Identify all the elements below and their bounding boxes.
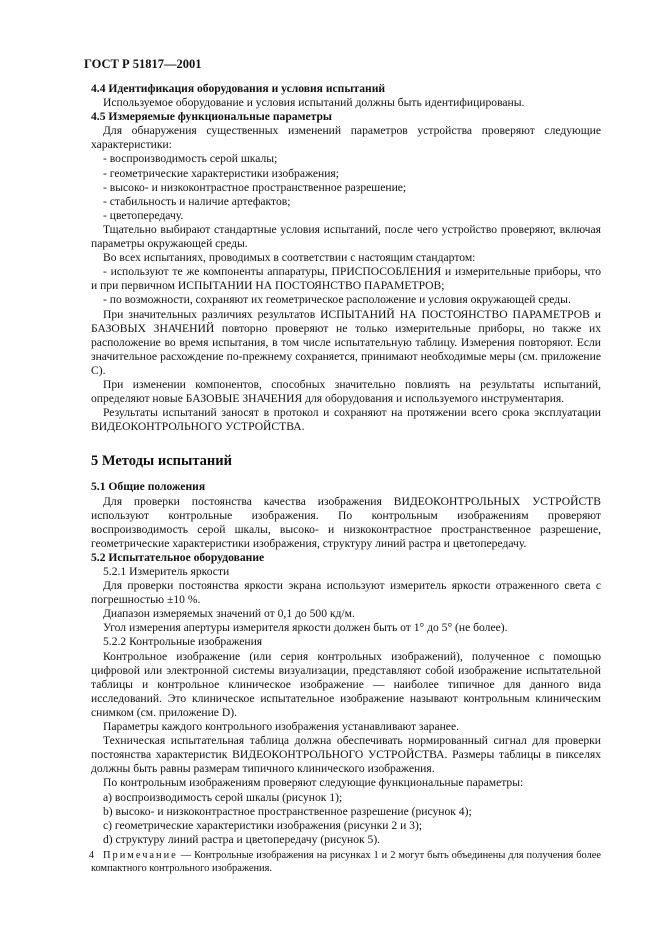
list-item: - геометрические характеристики изображения; [103,166,339,180]
note-label: Примечание [103,849,178,861]
note [91,849,601,875]
paragraph: Результаты испытаний заносят в протокол и сохраняют на протяжении всего срока эксплуатации ВИДЕОКОНТРОЛЬНОГО УСТРОЙСТВА. [91,406,601,434]
list-item: d) структуру линий растра и цветопередачу (рисунок 5). [103,832,381,846]
paragraph: Техническая испытательная таблица должна обеспечивать нормированный сигнал для проверки постоянства характеристик ВИДЕОКОНТРОЛЬНОГО УСТРОЙСТВА. Размеры таблицы в пикселях должны быть равны размерам типичного клинического изображения. [91,734,601,776]
subsection-5-2-1-title: 5.2.1 Измеритель яркости [103,565,230,578]
list-item: - стабильность и наличие артефактов; [103,194,291,208]
section-4-5-intro: Для обнаружения существенных изменений параметров устройства проверяют следующие характеристики: [91,124,601,152]
list-item: - цветопередачу. [103,208,184,222]
section-4-4-text: Используемое оборудование и условия испытаний должны быть идентифицированы. [103,96,525,110]
paragraph: Во всех испытаниях, проводимых в соответствии с настоящим стандартом: [103,251,476,265]
paragraph: Тщательно выбирают стандартные условия испытаний, после чего устройство проверяют, включая параметры окружающей среды. [91,222,601,251]
page-body [91,82,601,875]
list-item: c) геометрические характеристики изображения (рисунки 2 и 3); [103,818,423,832]
section-4-5-title: 4.5 Измеряемые функциональные параметры [91,110,332,124]
paragraph: Диапазон измеряемых значений от 0,1 до 500 кд/м. [103,607,355,621]
section-5-1-title: 5.1 Общие положения [91,480,206,494]
paragraph: - используют те же компоненты аппаратуры, ПРИСПОСОБЛЕНИЯ и измерительные приборы, что и при первичном ИСПЫТАНИИ НА ПОСТОЯНСТВО ПАРАМЕТРОВ; [91,265,601,293]
section-5-2-title: 5.2 Испытательное оборудование [91,550,265,564]
document-code: ГОСТ Р 51817—2001 [84,57,202,71]
paragraph: Угол измерения апертуры измерителя яркости должен быть от 1° до 5° (не более). [103,621,508,635]
paragraph: Параметры каждого контрольного изображения устанавливают заранее. [103,720,459,734]
section-5-1-text: Для проверки постоянства качества изображения ВИДЕОКОНТРОЛЬНЫХ УСТРОЙСТВ используют контрольные изображения. По контрольным изображениям проверяют воспроизводимость серой шкалы, высоко- и низкоконтрастное пространственное разрешение, геометрические характеристики изображения, структуру линий растра и цветопередачу. [91,494,601,550]
list-item: b) высоко- и низкоконтрастное пространственное разрешение (рисунок 4); [103,804,472,818]
list-item: - воспроизводимость серой шкалы; [103,152,278,166]
paragraph: Контрольное изображение (или серия контрольных изображений), полученное с помощью цифровой или электронной системы визуализации, представляют собой изображение испытательной таблицы и контрольное клиническое изображение — наиболее типичное для данного вида исследований. Это клиническое испытательное изображение называют контрольным клиническим снимком (см. приложение D). [91,649,601,719]
section-5-title: 5 Методы испытаний [91,453,232,470]
paragraph: При значительных различиях результатов ИСПЫТАНИЙ НА ПОСТОЯНСТВО ПАРАМЕТРОВ и БАЗОВЫХ ЗНАЧЕНИЙ повторно проверяют не только измерительные приборы, но также их расположение во время испытания, в том числе испытательную таблицу. Измерения повторяют. Если значительное расхождение по-прежнему сохраняется, принимают необходимые меры (см. приложение С). [91,307,601,377]
page-number: 4 [89,850,94,861]
list-item: a) воспроизводимость серой шкалы (рисунок 1); [103,790,343,804]
paragraph: Для проверки постоянства яркости экрана используют измеритель яркости отраженного света с погрешностью ±10 %. [91,579,601,607]
paragraph: - по возможности, сохраняют их геометрическое расположение и условия окружающей среды. [103,293,571,307]
paragraph: При изменении компонентов, способных значительно повлиять на результаты испытаний, определяют новые БАЗОВЫЕ ЗНАЧЕНИЯ для оборудования и используемого инструментария. [91,377,601,406]
paragraph: По контрольным изображениям проверяют следующие функциональные параметры: [103,776,524,790]
note-text: — Контрольные изображения на рисунках 1 и 2 могут быть объединены для получения более компактного контрольного изображения. [91,849,601,874]
list-item: - высоко- и низкоконтрастное пространственное разрешение; [103,180,407,194]
section-4-4-title: 4.4 Идентификация оборудования и условия испытаний [91,82,386,95]
subsection-5-2-2-title: 5.2.2 Контрольные изображения [103,635,263,649]
